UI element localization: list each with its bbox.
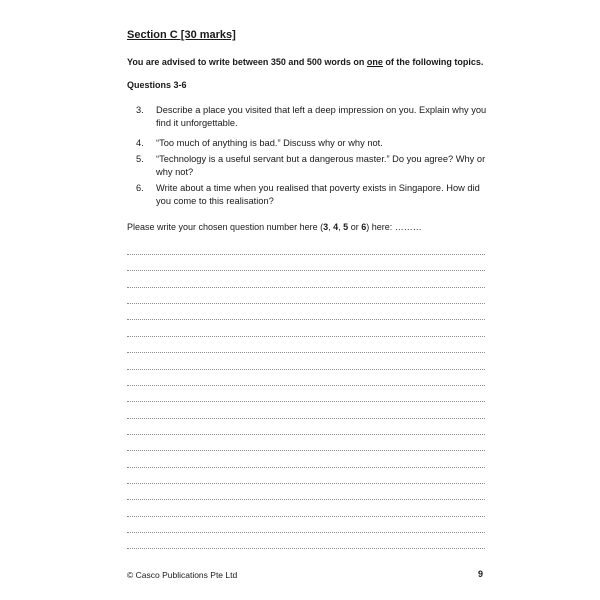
question-number: 6. (136, 183, 144, 193)
prompt-sep: , (338, 222, 344, 232)
writing-line[interactable] (127, 319, 485, 320)
writing-line[interactable] (127, 548, 485, 549)
prompt-or: or (348, 222, 362, 232)
prompt-sep: , (328, 222, 334, 232)
question-text: “Too much of anything is bad.” Discuss why or why not. (156, 138, 383, 148)
writing-line[interactable] (127, 532, 485, 533)
question-number-prompt (127, 222, 422, 232)
writing-line[interactable] (127, 369, 485, 370)
writing-line[interactable] (127, 385, 485, 386)
writing-line[interactable] (127, 401, 485, 402)
question-text: Describe a place you visited that left a deep impression on you. Explain why you find it unforgettable. (156, 105, 487, 128)
writing-line[interactable] (127, 336, 485, 337)
questions-heading: Questions 3-6 (127, 80, 187, 90)
writing-line[interactable] (127, 434, 485, 435)
prompt-lead: Please write your chosen question number here ( (127, 222, 324, 232)
question-text: “Technology is a useful servant but a dangerous master.” Do you agree? Why or why not? (156, 154, 486, 177)
writing-line[interactable] (127, 483, 485, 484)
prompt-answer-blank[interactable]: ) here: ……… (366, 222, 422, 232)
writing-line[interactable] (127, 303, 485, 304)
question-number: 4. (136, 138, 144, 148)
instruction-before: You are advised to write between 350 and 500 words on (127, 57, 367, 67)
prompt-option-6: 6 (361, 222, 367, 232)
writing-line[interactable] (127, 450, 485, 451)
prompt-option-3: 3 (323, 222, 329, 232)
question-text: Write about a time when you realised that poverty exists in Singapore. How did you come to this realisation? (156, 183, 480, 206)
section-title: Section C [30 marks] (127, 29, 236, 41)
prompt-option-4: 4 (333, 222, 339, 232)
question-number: 3. (136, 105, 144, 115)
footer-copyright: © Casco Publications Pte Ltd (127, 570, 238, 580)
writing-line[interactable] (127, 254, 485, 255)
prompt-option-5: 5 (343, 222, 349, 232)
instruction-text (127, 57, 483, 67)
instruction-underlined: one (366, 57, 383, 67)
page-number: 9 (478, 569, 484, 579)
writing-line[interactable] (127, 270, 485, 271)
writing-line[interactable] (127, 287, 485, 288)
writing-line[interactable] (127, 418, 485, 419)
writing-line[interactable] (127, 352, 485, 353)
question-number: 5. (136, 154, 144, 164)
instruction-after: of the following topics. (382, 57, 484, 67)
writing-area[interactable] (127, 238, 485, 558)
writing-line[interactable] (127, 499, 485, 500)
writing-line[interactable] (127, 516, 485, 517)
writing-line[interactable] (127, 467, 485, 468)
